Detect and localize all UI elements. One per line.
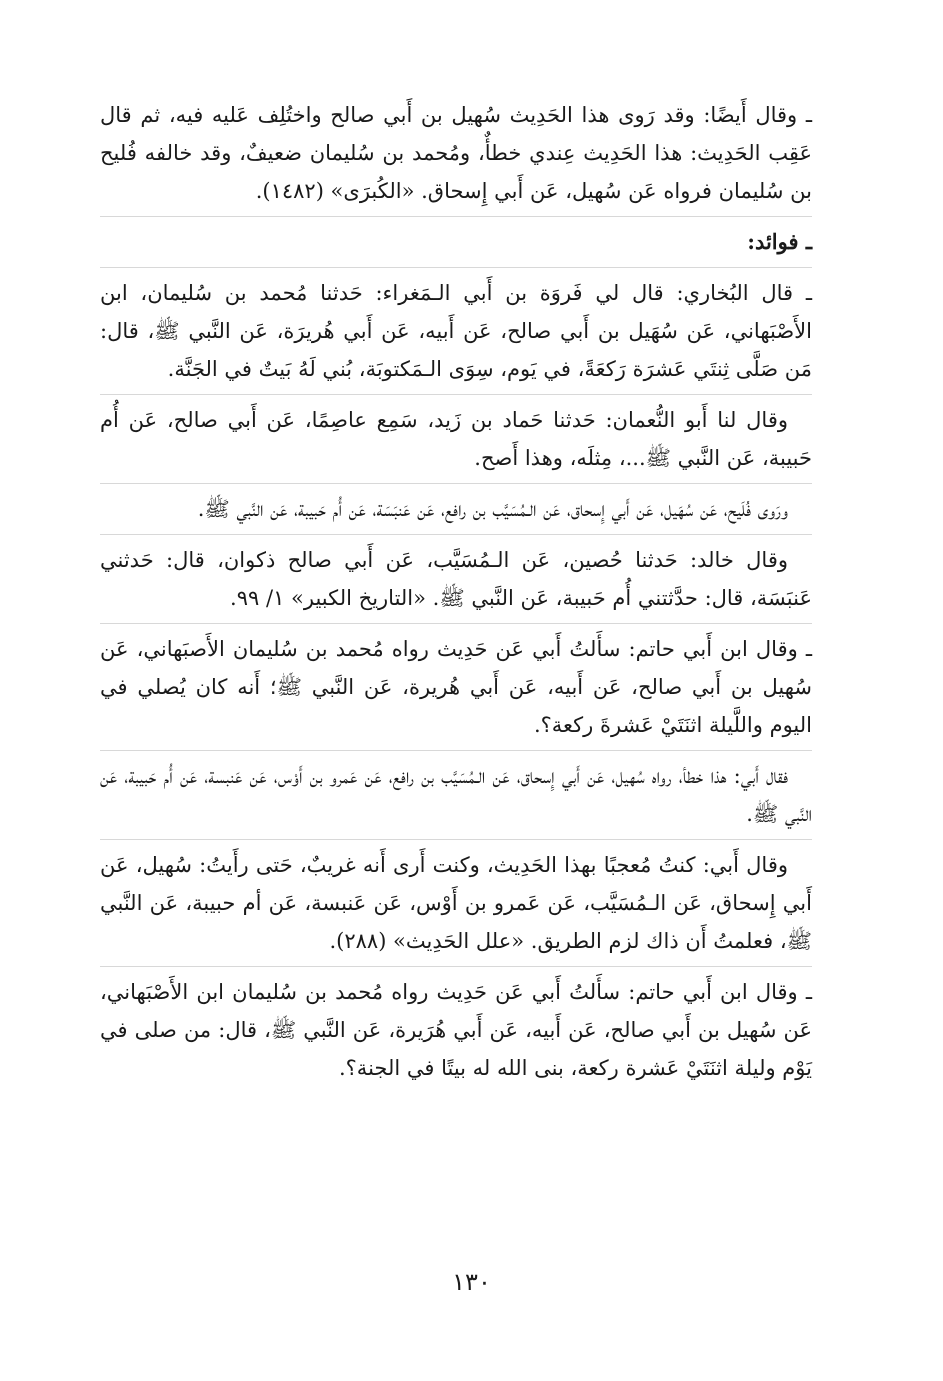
section-divider xyxy=(100,839,812,840)
paragraph-ibn-abi-hatim-2: ـ وقال ابن أَبي حاتم: سأَلتُ أَبي عَن حَدِيث رواه مُحمد بن سُليمان ابن الأَصْبَهاني، عَن سُهيل بن أَبي صالح، عَن أَبيه، عَن أَبي هُرَيرة، عَن النَّبي ﷺ، قال: من صلى في يَوْم وليلة اثنَتَيْ عَشرة ركعة، بنى الله له بيتًا في الجنة؟. xyxy=(100,980,812,1080)
section-divider xyxy=(100,534,812,535)
section-divider xyxy=(100,394,812,395)
paragraph-khalid: وقال خالد: حَدثنا حُصين، عَن الـمُسَيَّب، عَن أَبي صالح ذكوان، قال: حَدثني عَنبَسَة، قال: حدَّثتني أُم حَبيبة، عَن النَّبي ﷺ. «التاريخ الكبير» ١/ ٩٩. xyxy=(100,548,812,610)
paragraph-fulayh: ورَوى فُلَيح، عَن سُهَيل، عَن أَبي إِسحاق، عَن الـمُسَيَّب بن رافع، عَن عَنبَسَة، عَن أُم حَبيبة، عَن النَّبي ﷺ. xyxy=(197,497,788,521)
section-divider xyxy=(100,267,812,268)
section-divider xyxy=(100,966,812,967)
section-divider xyxy=(100,750,812,751)
page-number: ١٣٠ xyxy=(452,1268,491,1296)
section-divider xyxy=(100,216,812,217)
paragraph-ibn-abi-hatim-1: ـ وقال ابن أَبي حاتم: سأَلتُ أَبي عَن حَدِيث رواه مُحمد بن سُليمان الأَصبَهاني، عَن سُهيل بن أَبي صالح، عَن أَبيه، عَن أَبي هُريرة، عَن النَّبي ﷺ؛ أَنه كان يُصلي في اليوم واللَّيلة اثنَتَيْ عَشرةَ ركعة؟. xyxy=(100,637,812,737)
paragraph-nasai: ـ وقال أَيضًا: وقد رَوى هذا الحَدِيث سُهيل بن أَبي صالح واختُلِف عَليه فيه، ثم قال عَقِب الحَدِيث: هذا الحَدِيث عِندي خطأٌ، ومُحمد بن سُليمان ضعيفٌ، وقد خالفه فُليح بن سُليمان فرواه عَن سُهيل، عَن أَبي إِسحاق. «الكُبرَى» (١٤٨٢). xyxy=(100,103,812,203)
paragraph-abi-comment: وقال أَبي: كنتُ مُعجبًا بهذا الحَدِيث، وكنت أَرى أَنه غريبٌ، حَتى رأَيتُ: سُهيل، عَن أَبي إِسحاق، عَن الـمُسَيَّب، عَن عَمرو بن أَوْس، عَن عَنبسة، عَن أم حبيبة، عَن النَّبي ﷺ، فعلمتُ أَن ذاك لزم الطريق. «علل الحَدِيث» (٢٨٨). xyxy=(100,853,812,953)
section-heading-fawaid: ـ فوائد: xyxy=(747,229,812,254)
paragraph-abi-reply: فقال أَبي: هذا خطأ، رواه سُهيل، عَن أَبي إِسحاق، عَن الـمُسَيَّب بن رافع، عَن عَمرو بن أَوْس، عَن عَنبسة، عَن أُم حَبيبة، عَن النَّبي ﷺ. xyxy=(100,764,812,826)
section-divider xyxy=(100,483,812,484)
paragraph-abu-numan: وقال لنا أَبو النُّعمان: حَدثنا حَماد بن زَيد، سَمِع عاصِمًا، عَن أَبي صالح، عَن أُم حَبيبة، عَن النَّبي ﷺ...، مِثلَه، وهذا أَصح. xyxy=(100,408,812,470)
section-divider xyxy=(100,623,812,624)
paragraph-bukhari: ـ قال البُخاري: قال لي فَروَة بن أَبي الـمَغراء: حَدثنا مُحمد بن سُليمان، ابن الأَصْبَهاني، عَن سُهَيل بن أَبي صالح، عَن أَبيه، عَن أَبي هُريرَة، عَن النَّبي ﷺ، قال: مَن صَلَّى ثِنتَي عَشرَة رَكعَةً، في يَوم، سِوَى الـمَكتوبَة، بُني لَهُ بَيتٌ في الجَنَّة. xyxy=(100,281,812,381)
page-body xyxy=(100,96,812,1091)
